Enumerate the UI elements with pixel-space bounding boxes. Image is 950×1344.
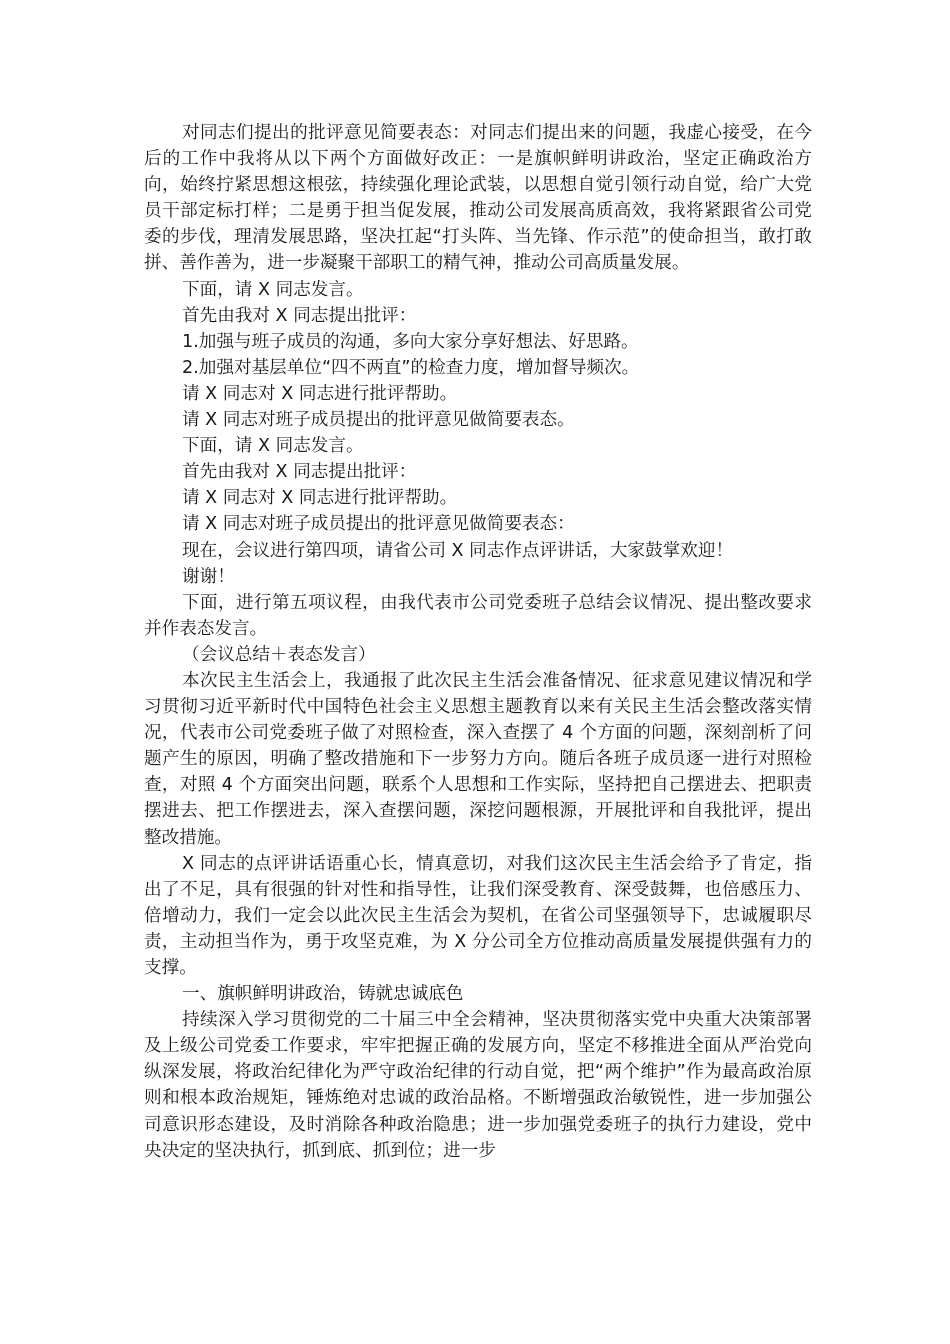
paragraph-peer-criticism: 请 X 同志对 X 同志进行批评帮助。 — [182, 383, 458, 404]
paragraph-fourth-item: 现在，会议进行第四项，请省公司 X 同志作点评讲话，大家鼓掌欢迎！ — [182, 540, 734, 561]
paragraph-criticism-intro: 首先由我对 X 同志提出批评： — [182, 462, 417, 483]
paragraph-section-note: （会议总结＋表态发言） — [182, 644, 376, 665]
paragraph-thanks: 谢谢！ — [182, 566, 235, 587]
paragraph-criticism-intro: 首先由我对 X 同志提出批评： — [182, 305, 417, 326]
paragraph-fifth-item: 下面，进行第五项议程，由我代表市公司党委班子总结会议情况、提出整改要求并作表态发言。 — [144, 592, 812, 639]
paragraph-meeting-summary: 本次民主生活会上，我通报了此次民主生活会准备情况、征求意见建议情况和学习贯彻习近平新时代中国特色社会主义思想主题教育以来有关民主生活会整改落实情况，代表市公司党委班子做了对照检查，深入查摆了 4 个方面的问题，深刻剖析了问题产生的原因，明确了整改措施和下一步努力方向。随后各班子成员逐一进行对照检查，对照 4 个方面突出问题，联系个人思想和工作实际，坚持把自己摆进去、把职责摆进去、把工作摆进去，深入查摆问题，深挖问题根源，开展批评和自我批评，提出整改措施。 — [144, 670, 812, 848]
paragraph-next-speaker: 下面，请 X 同志发言。 — [182, 279, 364, 300]
paragraph-peer-criticism: 请 X 同志对 X 同志进行批评帮助。 — [182, 488, 458, 509]
paragraph-criticism-item-1: 1.加强与班子成员的沟通，多向大家分享好想法、好思路。 — [182, 331, 639, 352]
paragraph-politics-body: 持续深入学习贯彻党的二十届三中全会精神，坚决贯彻落实党中央重大决策部署及上级公司党委工作要求，牢牢把握正确的发展方向，坚定不移推进全面从严治党向纵深发展，将政治纪律化为严守政治纪律的行动自觉，把“两个维护”作为最高政治原则和根本政治规矩，锤炼绝对忠诚的政治品格。不断增强政治敏锐性，进一步加强公司意识形态建设，及时消除各种政治隐患；进一步加强党委班子的执行力建设，党中央决定的坚决执行，抓到底、抓到位；进一步 — [144, 1010, 812, 1161]
paragraph-response-summary: 对同志们提出的批评意见简要表态：对同志们提出来的问题，我虚心接受，在今后的工作中我将从以下两个方面做好改正：一是旗帜鲜明讲政治，坚定正确政治方向，始终拧紧思想这根弦，持续强化理论武装，以思想自觉引领行动自觉，给广大党员干部定标打样；二是勇于担当促发展，推动公司发展高质高效，我将紧跟省公司党委的步伐，理清发展思路，坚决扛起“打头阵、当先锋、作示范”的使命担当，敢打敢拼、善作善为，进一步凝聚干部职工的精气神，推动公司高质量发展。 — [144, 123, 812, 274]
paragraph-comment-review: X 同志的点评讲话语重心长，情真意切，对我们这次民主生活会给予了肯定，指出了不足，具有很强的针对性和指导性，让我们深受教育、深受鼓舞，也倍感压力、倍增动力，我们一定会以此次民主生活会为契机，在省公司坚强领导下，忠诚履职尽责，主动担当作为，勇于攻坚克难，为 X 分公司全方位推动高质量发展提供强有力的支撑。 — [144, 853, 812, 978]
document-body — [144, 120, 812, 1164]
paragraph-criticism-item-2: 2.加强对基层单位“四不两直”的检查力度，增加督导频次。 — [182, 357, 640, 378]
section-heading-politics: 一、旗帜鲜明讲政治，铸就忠诚底色 — [182, 984, 464, 1005]
paragraph-next-speaker: 下面，请 X 同志发言。 — [182, 436, 364, 457]
paragraph-response-request: 请 X 同志对班子成员提出的批评意见做简要表态： — [182, 514, 575, 535]
paragraph-response-request: 请 X 同志对班子成员提出的批评意见做简要表态。 — [182, 410, 575, 431]
